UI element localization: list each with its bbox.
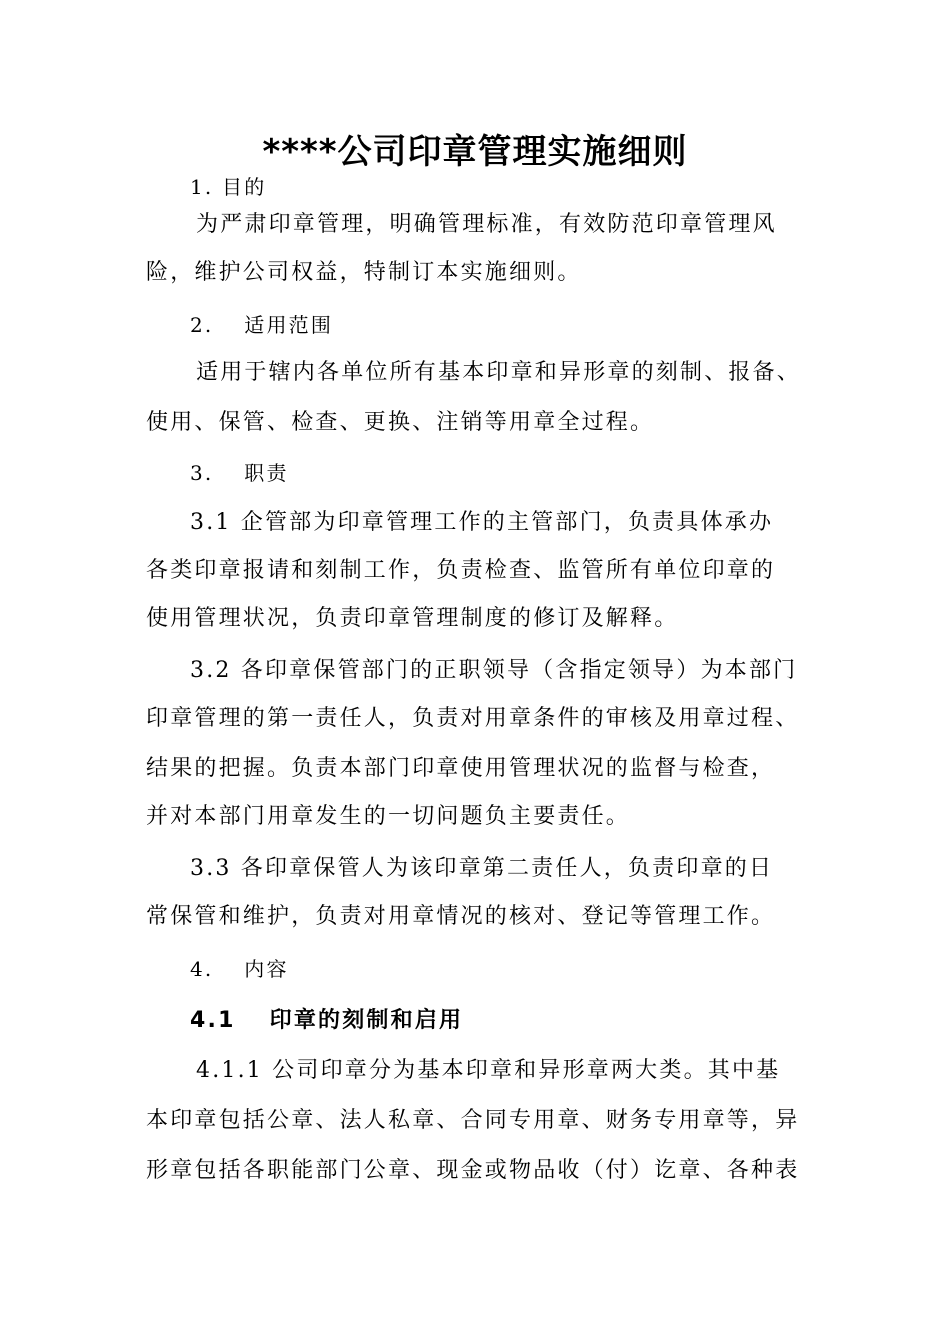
paragraph-line: 使用管理状况，负责印章管理制度的修订及解释。 (146, 606, 679, 631)
paragraph-line: 本印章包括公章、法人私章、合同专用章、财务专用章等，异 (146, 1108, 800, 1133)
section-heading-purpose: 1. 目的 (190, 175, 267, 199)
paragraph-line: 形章包括各职能部门公章、现金或物品收（付）讫章、各种表 (146, 1158, 800, 1183)
paragraph-line: 并对本部门用章发生的一切问题负主要责任。 (146, 804, 631, 829)
paragraph-line: 3.2 各印章保管部门的正职领导（含指定领导）为本部门 (190, 658, 798, 683)
paragraph-line: 适用于辖内各单位所有基本印章和异形章的刻制、报备、 (196, 360, 802, 385)
section-heading-scope: 2. 适用范围 (190, 313, 334, 337)
subsection-heading: 4.1 印章的刻制和启用 (190, 1008, 464, 1033)
paragraph-line: 为严肃印章管理，明确管理标准，有效防范印章管理风 (196, 212, 777, 237)
section-heading-duties: 3. 职责 (190, 461, 289, 485)
paragraph-line: 3.3 各印章保管人为该印章第二责任人，负责印章的日 (190, 856, 774, 881)
paragraph-line: 险，维护公司权益，特制订本实施细则。 (146, 260, 582, 285)
paragraph-line: 使用、保管、检查、更换、注销等用章全过程。 (146, 410, 655, 435)
paragraph-line: 常保管和维护，负责对用章情况的核对、登记等管理工作。 (146, 904, 776, 929)
document-title: ****公司印章管理实施细则 (262, 132, 688, 172)
paragraph-line: 结果的把握。负责本部门印章使用管理状况的监督与检查， (146, 756, 776, 781)
section-heading-content: 4. 内容 (190, 957, 289, 981)
paragraph-line: 3.1 企管部为印章管理工作的主管部门，负责具体承办 (190, 510, 774, 535)
paragraph-line: 4.1.1 公司印章分为基本印章和异形章两大类。其中基 (196, 1058, 781, 1083)
paragraph-line: 印章管理的第一责任人，负责对用章条件的审核及用章过程、 (146, 706, 800, 731)
paragraph-line: 各类印章报请和刻制工作，负责检查、监管所有单位印章的 (146, 558, 776, 583)
